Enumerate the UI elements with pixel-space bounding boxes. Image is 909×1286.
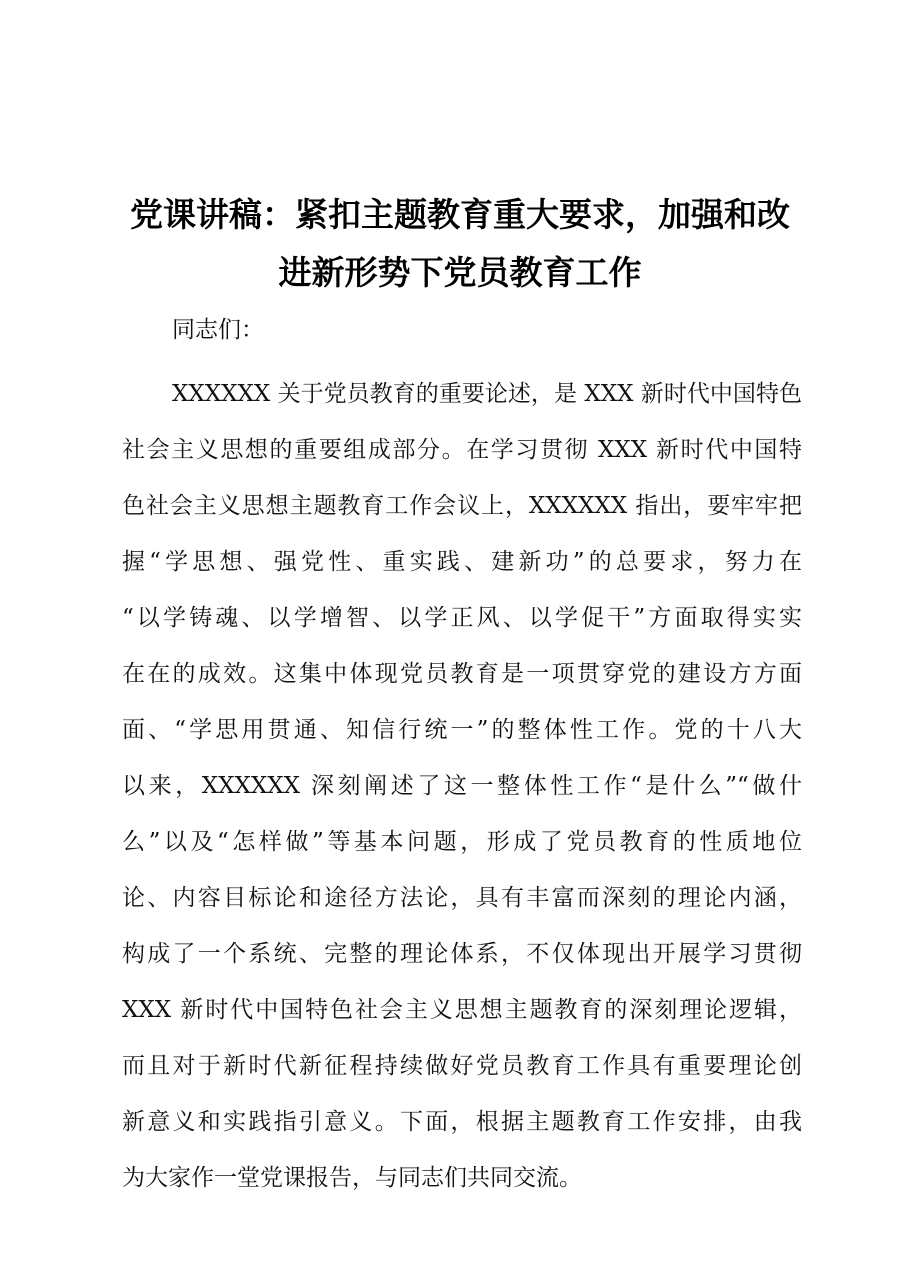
paragraph-line: 么”以及“怎样做”等基本问题，形成了党员教育的性质地位 <box>122 829 802 855</box>
paragraph-line: 在在的成效。这集中体现党员教育是一项贯穿党的建设方方面 <box>122 661 802 687</box>
paragraph-line: 而且对于新时代新征程持续做好党员教育工作具有重要理论创 <box>122 1053 802 1079</box>
paragraph-line: 面、“学思用贯通、知信行统一”的整体性工作。党的十八大 <box>122 717 802 743</box>
title-line: 党课讲稿：紧扣主题教育重大要求，加强和改 <box>130 195 790 234</box>
paragraph-line: 握“学思想、强党性、重实践、建新功”的总要求，努力在 <box>122 549 802 575</box>
paragraph-line: XXX 新时代中国特色社会主义思想主题教育的深刻理论逻辑， <box>122 997 802 1023</box>
paragraph-line: 新意义和实践指引意义。下面，根据主题教育工作安排，由我 <box>122 1109 802 1135</box>
body-paragraph <box>122 366 802 1206</box>
paragraph-line: 以来，XXXXXX 深刻阐述了这一整体性工作“是什么”“做什 <box>122 773 802 799</box>
paragraph-line: XXXXXX 关于党员教育的重要论述，是 XXX 新时代中国特色 <box>172 381 802 407</box>
greeting: 同志们： <box>172 317 264 343</box>
paragraph-line: 构成了一个系统、完整的理论体系，不仅体现出开展学习贯彻 <box>122 941 802 967</box>
document-title <box>100 186 820 302</box>
title-line: 进新形势下党员教育工作 <box>278 253 642 292</box>
paragraph-line: 色社会主义思想主题教育工作会议上，XXXXXX 指出，要牢牢把 <box>122 493 802 519</box>
paragraph-line: “以学铸魂、以学增智、以学正风、以学促干”方面取得实实 <box>122 605 802 631</box>
paragraph-line: 社会主义思想的重要组成部分。在学习贯彻 XXX 新时代中国特 <box>122 437 802 463</box>
paragraph-line: 论、内容目标论和途径方法论，具有丰富而深刻的理论内涵， <box>122 885 802 911</box>
paragraph-line: 为大家作一堂党课报告，与同志们共同交流。 <box>122 1165 582 1191</box>
